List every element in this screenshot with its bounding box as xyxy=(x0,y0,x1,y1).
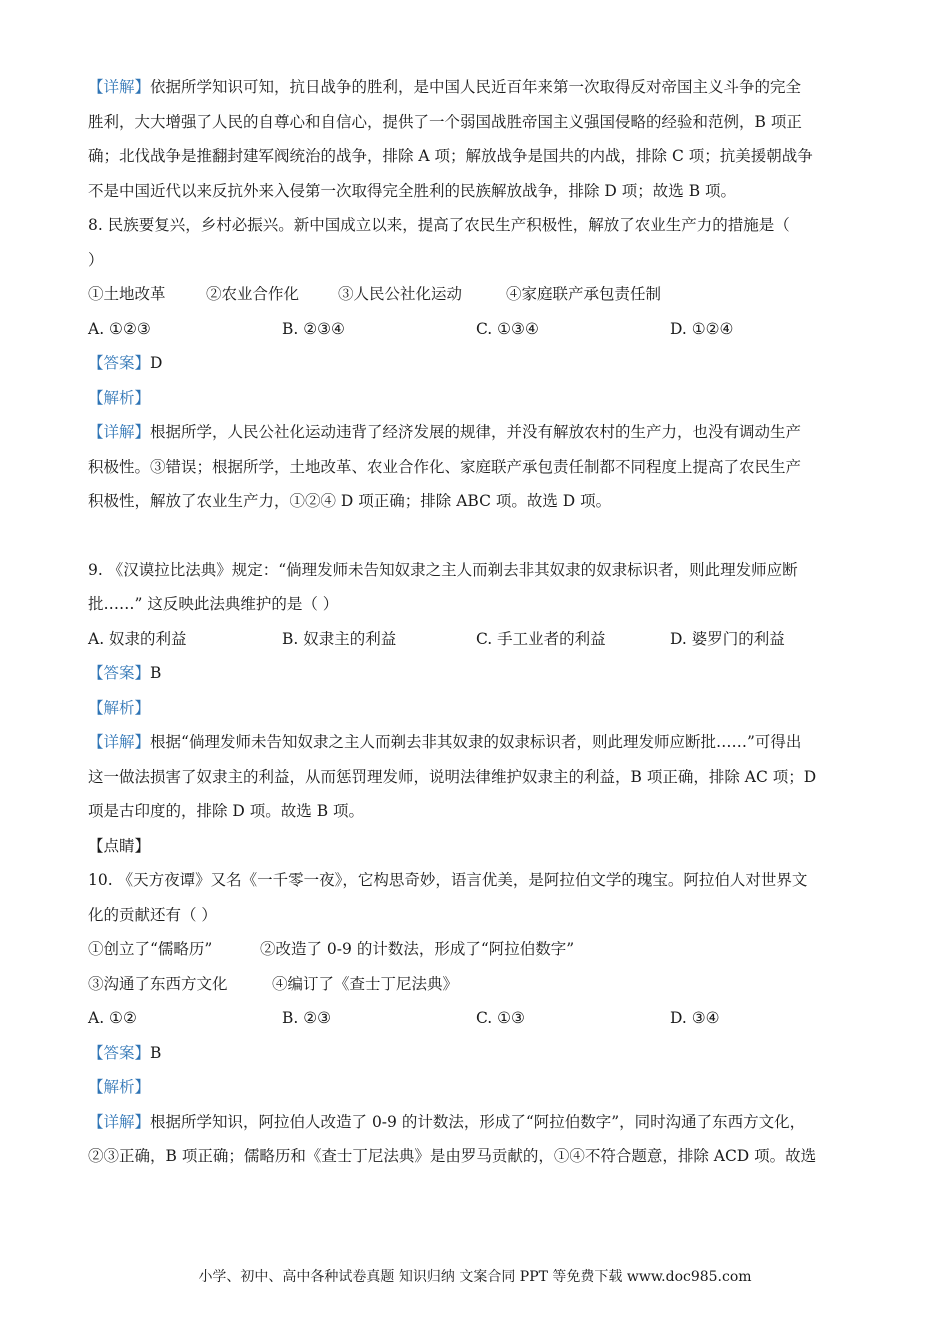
detail-text: 根据所学知识，阿拉伯人改造了 0-9 的计数法，形成了“阿拉伯数字”，同时沟通了东西方文化， xyxy=(150,1112,806,1131)
q10-stem: 10. 《天方夜谭》又名《一千零一夜》，它构思奇妙，语言优美，是阿拉伯文学的瑰宝。阿拉伯人对世界文 xyxy=(88,871,808,889)
option-c[interactable]: C. 手工业者的利益 xyxy=(476,629,606,648)
q9-analysis xyxy=(88,691,868,726)
option-b[interactable]: B. ②③ xyxy=(282,1009,332,1027)
q8-stem: 8. 民族要复兴，乡村必振兴。新中国成立以来，提高了农民生产积极性，解放了农业生产力的措施是（ xyxy=(88,216,790,234)
detail-tag: 【详解】 xyxy=(88,1112,151,1131)
detail-text: 根据所学，人民公社化运动违背了经济发展的规律，并没有解放农村的生产力，也没有调动生产 xyxy=(150,423,802,441)
spacer xyxy=(88,519,868,553)
q10-choices-row2 xyxy=(88,967,868,1002)
q7-detail-line: 胜利，大大增强了人民的自尊心和自信心，提供了一个弱国战胜帝国主义强国侵略的经验和范例，B 项正 xyxy=(88,112,802,131)
analysis-tag: 【解析】 xyxy=(88,1078,151,1096)
q8-detail-line: 积极性，解放了农业生产力，①②④ D 项正确；排除 ABC 项。故选 D 项。 xyxy=(88,492,612,510)
choice-item: ③人民公社化运动 xyxy=(338,285,463,303)
option-b[interactable]: B. 奴隶主的利益 xyxy=(282,629,397,648)
q10-detail xyxy=(88,1105,868,1140)
detail-tag: 【详解】 xyxy=(88,78,151,96)
q10-detail-line: ②③正确，B 项正确；儒略历和《查士丁尼法典》是由罗马贡献的，①④不符合题意，排除 ACD 项。故选 xyxy=(88,1147,817,1165)
option-a[interactable]: A. ①② xyxy=(88,1009,137,1027)
option-a[interactable]: A. 奴隶的利益 xyxy=(88,629,187,648)
q9-point xyxy=(88,829,868,864)
option-d[interactable]: D. 婆罗门的利益 xyxy=(670,629,785,648)
detail-tag: 【详解】 xyxy=(88,733,151,751)
q8-options xyxy=(88,312,868,347)
q8-choices xyxy=(88,277,868,312)
q7-detail-line: 确；北伐战争是推翻封建军阀统治的战争，排除 A 项；解放战争是国共的内战，排除 C 项；抗美援朝战争 xyxy=(88,147,813,165)
q8-analysis xyxy=(88,381,868,416)
detail-text: 依据所学知识可知，抗日战争的胜利，是中国人民近百年来第一次取得反对帝国主义斗争的完全 xyxy=(150,78,802,96)
option-c[interactable]: C. ①③④ xyxy=(476,319,539,338)
option-d[interactable]: D. ①②④ xyxy=(670,319,734,338)
choice-item: ②农业合作化 xyxy=(206,285,300,303)
choice-item: ②改造了 0-9 的计数法，形成了“阿拉伯数字” xyxy=(260,940,575,958)
q10-options xyxy=(88,1001,868,1036)
answer-tag: 【答案】 xyxy=(88,664,151,682)
answer-value: B xyxy=(150,1043,162,1062)
q10-stem-cont: 化的贡献还有（ ） xyxy=(88,905,217,924)
option-b[interactable]: B. ②③④ xyxy=(282,319,345,338)
page-footer: 小学、初中、高中各种试卷真题 知识归纳 文案合同 PPT 等免费下载 www.doc985.com xyxy=(198,1269,752,1285)
option-d[interactable]: D. ③④ xyxy=(670,1009,720,1027)
q8-detail-line: 积极性。③错误；根据所学，土地改革、农业合作化、家庭联产承包责任制都不同程度上提高了农民生产 xyxy=(88,457,802,476)
q10-analysis xyxy=(88,1070,868,1105)
q8-stem-cont: ） xyxy=(88,250,104,269)
q7-detail-line: 不是中国近代以来反抗外来入侵第一次取得完全胜利的民族解放战争，排除 D 项；故选 B 项。 xyxy=(88,181,737,200)
detail-text: 根据“倘理发师未告知奴隶之主人而剃去非其奴隶的奴隶标识者，则此理发师应断批……”可得出 xyxy=(150,733,802,751)
answer-tag: 【答案】 xyxy=(88,1043,151,1062)
q9-stem-cont: 批……” 这反映此法典维护的是（ ） xyxy=(88,595,339,613)
answer-tag: 【答案】 xyxy=(88,354,151,372)
q10-choices-row1 xyxy=(88,932,868,967)
analysis-tag: 【解析】 xyxy=(88,698,151,717)
q10-answer xyxy=(88,1036,868,1071)
choice-item: ④家庭联产承包责任制 xyxy=(506,285,662,303)
q9-detail-line: 这一做法损害了奴隶主的利益，从而惩罚理发师，说明法律维护奴隶主的利益，B 项正确，排除 AC 项；D xyxy=(88,767,817,786)
point-tag: 【点睛】 xyxy=(88,836,151,855)
q8-detail xyxy=(88,415,868,450)
detail-tag: 【详解】 xyxy=(88,423,151,441)
choice-item: ①土地改革 xyxy=(88,285,166,303)
option-c[interactable]: C. ①③ xyxy=(476,1009,525,1027)
q9-detail xyxy=(88,725,868,760)
q9-answer xyxy=(88,656,868,691)
q7-detail xyxy=(88,70,868,105)
analysis-tag: 【解析】 xyxy=(88,388,151,407)
answer-value: B xyxy=(150,664,162,682)
q9-detail-line: 项是古印度的，排除 D 项。故选 B 项。 xyxy=(88,802,365,820)
q8-answer xyxy=(88,346,868,381)
answer-value: D xyxy=(150,354,163,372)
option-a[interactable]: A. ①②③ xyxy=(88,319,151,338)
choice-item: ①创立了“儒略历” xyxy=(88,940,213,958)
choice-item: ④编订了《查士丁尼法典》 xyxy=(272,974,459,993)
choice-item: ③沟通了东西方文化 xyxy=(88,974,228,993)
document-page xyxy=(88,70,868,1174)
q9-stem: 9. 《汉谟拉比法典》规定：“倘理发师未告知奴隶之主人而剃去非其奴隶的奴隶标识者，则此理发师应断 xyxy=(88,560,798,579)
q9-options xyxy=(88,622,868,657)
